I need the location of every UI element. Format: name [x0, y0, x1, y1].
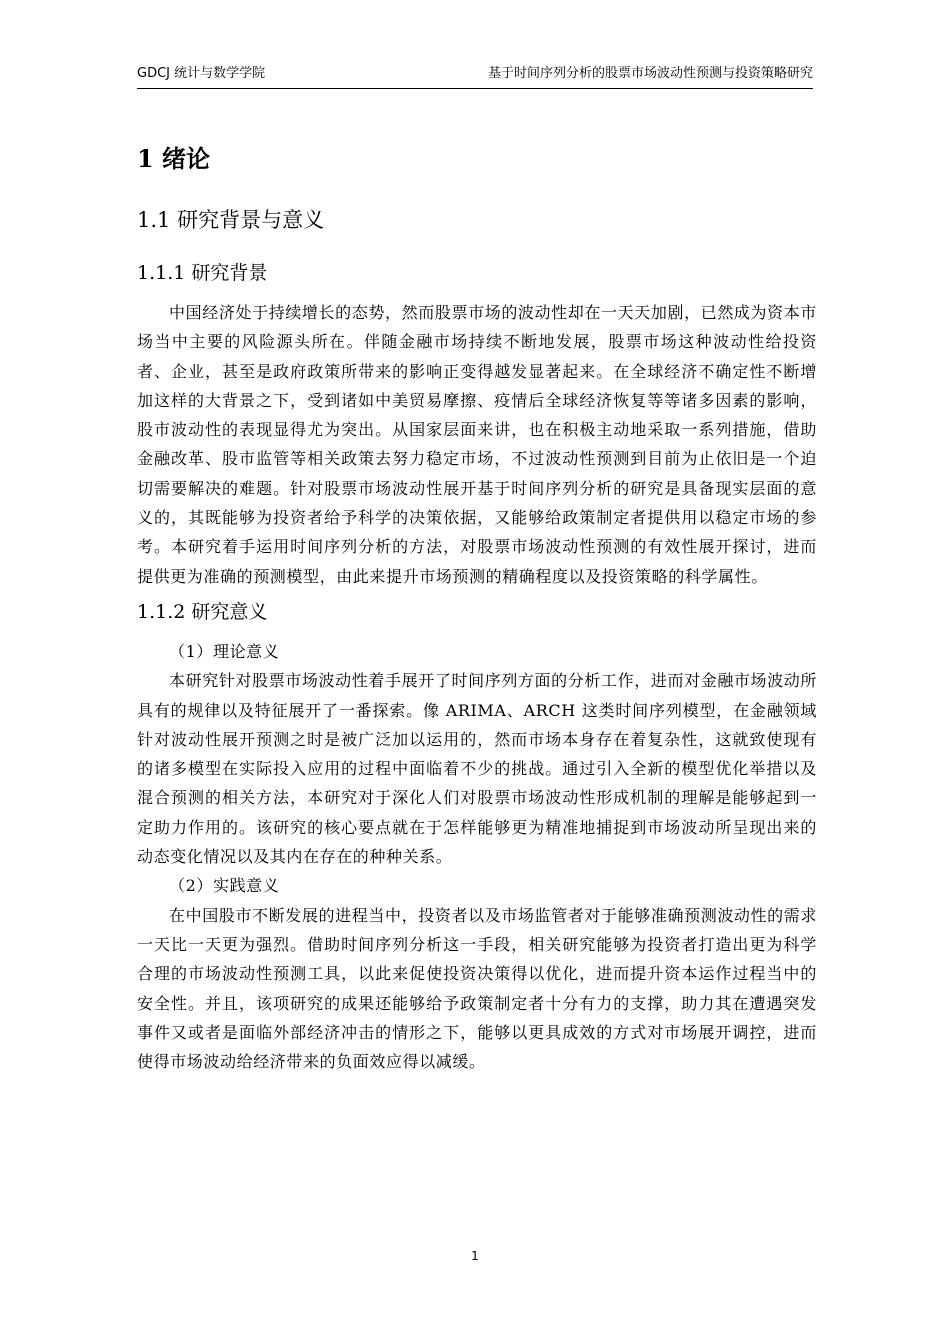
page-number: 1 — [471, 1249, 479, 1263]
theory-significance-label: （1）理论意义 — [169, 641, 280, 661]
background-paragraph: 中国经济处于持续增长的态势，然而股票市场的波动性却在一天天加剧，已然成为资本市场当中主要的风险源头所在。伴随金融市场持续不断地发展，股票市场这种波动性给投资者、企业，甚至是政府政策所带来的影响正变得越发显著起来。在全球经济不确定性不断增加这样的大背景之下，受到诸如中美贸易摩擦、疫情后全球经济恢复等等诸多因素的影响，股市波动性的表现显得尤为突出。从国家层面来讲，也在积极主动地采取一系列措施，借助金融改革、股市监管等相关政策去努力稳定市场，不过波动性预测到目前为止依旧是一个迫切需要解决的难题。针对股票市场波动性展开基于时间序列分析的研究是具备现实层面的意义的，其既能够为投资者给予科学的决策依据，又能够给政策制定者提供用以稳定市场的参考。本研究着手运用时间序列分析的方法，对股票市场波动性预测的有效性展开探讨，进而提供更为准确的预测模型，由此来提升市场预测的精确程度以及投资策略的科学属性。 — [137, 303, 817, 586]
header-rule — [137, 88, 813, 89]
page-body — [137, 140, 817, 1076]
chapter-title: 1 绪论 — [137, 144, 211, 173]
header-paper-title: 基于时间序列分析的股票市场波动性预测与投资策略研究 — [487, 66, 813, 81]
section-title-1-1: 1.1 研究背景与意义 — [137, 208, 325, 232]
theory-significance-paragraph: 本研究针对股票市场波动性着手展开了时间序列方面的分析工作，进而对金融市场波动所具有的规律以及特征展开了一番探索。像 ARIMA、ARCH 这类时间序列模型，在金融领域针对波动性展开预测之时是被广泛加以运用的，然而市场本身存在着复杂性，这就致使现有的诸多模型在实际投入应用的过程中面临着不少的挑战。通过引入全新的模型优化举措以及混合预测的相关方法，本研究对于深化人们对股票市场波动性形成机制的理解是能够起到一定助力作用的。该研究的核心要点就在于怎样能够更为精准地捕捉到市场波动所呈现出来的动态变化情况以及其内在存在的种种关系。 — [137, 671, 817, 867]
section-title-1-1-1: 1.1.1 研究背景 — [137, 262, 268, 284]
practice-significance-label: （2）实践意义 — [169, 876, 280, 896]
practice-significance-paragraph: 在中国股市不断发展的进程当中，投资者以及市场监管者对于能够准确预测波动性的需求一天比一天更为强烈。借助时间序列分析这一手段，相关研究能够为投资者打造出更为科学合理的市场波动性预测工具，以此来促使投资决策得以优化，进而提升资本运作过程当中的安全性。并且，该项研究的成果还能够给予政策制定者十分有力的支撑，助力其在遭遇突发事件又或者是面临外部经济冲击的情形之下，能够以更具成效的方式对市场展开调控，进而使得市场波动给经济带来的负面效应得以减缓。 — [137, 905, 817, 1072]
header-institution: GDCJ 统计与数学学院 — [137, 66, 266, 81]
page-header — [137, 64, 813, 88]
section-title-1-1-2: 1.1.2 研究意义 — [137, 600, 268, 623]
